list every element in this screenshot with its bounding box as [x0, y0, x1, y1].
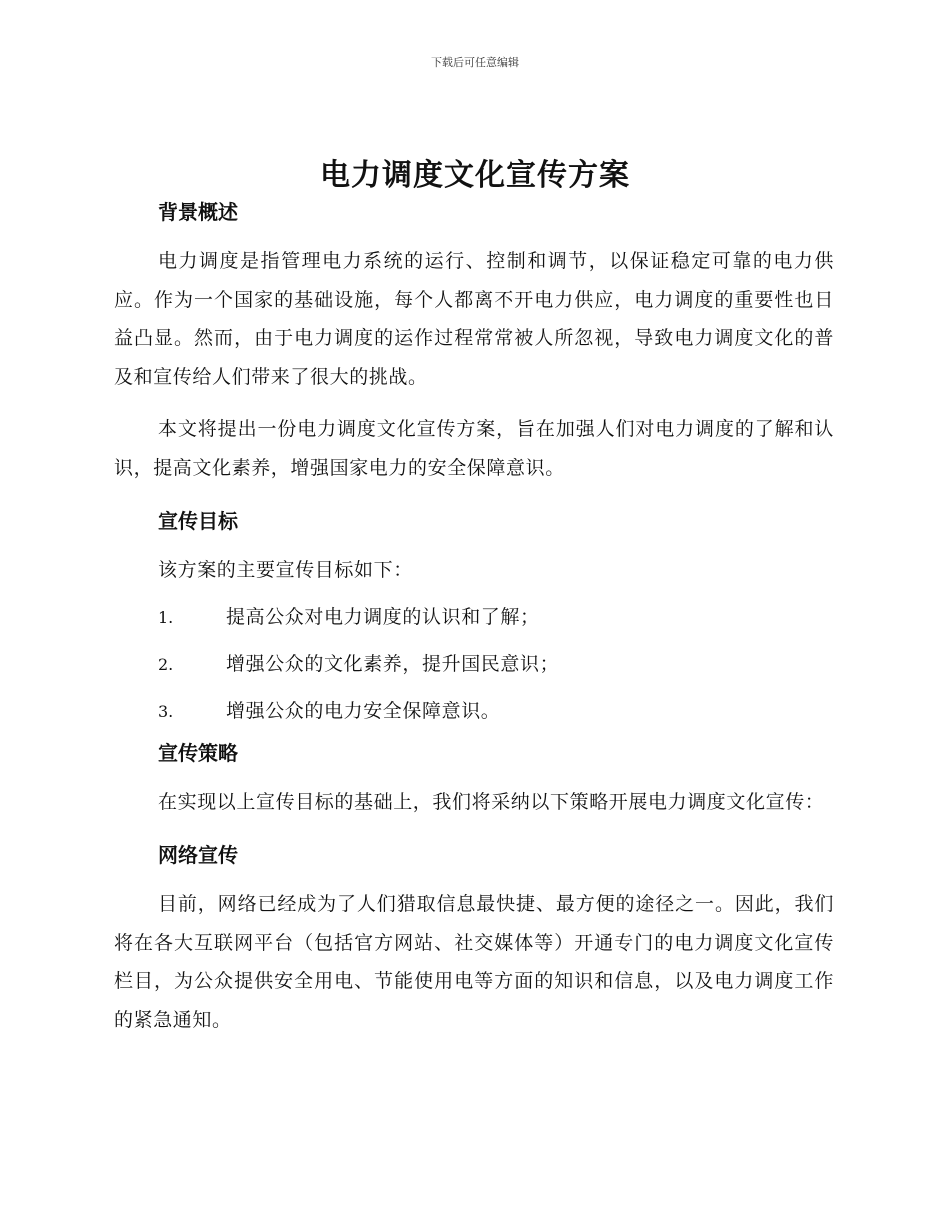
section-heading-online: 网络宣传	[158, 843, 238, 867]
list-text: 增强公众的电力安全保障意识。	[226, 699, 501, 722]
paragraph-online: 目前，网络已经成为了人们猎取信息最快捷、最方便的途径之一。因此，我们将在各大互联网平台（包括官方网站、社交媒体等）开通专门的电力调度文化宣传栏目，为公众提供安全用电、节能使用电等方面的知识和信息，以及电力调度工作的紧急通知。	[114, 893, 834, 1031]
page-title: 电力调度文化宣传方案	[320, 158, 630, 193]
paragraph-background-2: 本文将提出一份电力调度文化宣传方案，旨在加强人们对电力调度的了解和认识，提高文化素养，增强国家电力的安全保障意识。	[114, 418, 834, 479]
paragraph-strategy: 在实现以上宣传目标的基础上，我们将采纳以下策略开展电力调度文化宣传：	[158, 790, 825, 813]
list-number: 2.	[158, 654, 174, 674]
document-body	[114, 196, 834, 1039]
list-item	[114, 641, 834, 688]
list-number: 3.	[158, 701, 174, 721]
goals-list	[114, 594, 834, 735]
list-text: 增强公众的文化素养，提升国民意识；	[226, 652, 560, 675]
list-number: 1.	[158, 607, 174, 627]
section-heading-strategy: 宣传策略	[158, 740, 238, 765]
section-heading-goals: 宣传目标	[158, 509, 238, 533]
section-heading-background: 背景概述	[158, 200, 238, 224]
paragraph-background-1: 电力调度是指管理电力系统的运行、控制和调节，以保证稳定可靠的电力供应。作为一个国家的基础设施，每个人都离不开电力供应，电力调度的重要性也日益凸显。然而，由于电力调度的运作过程常常被人所忽视，导致电力调度文化的普及和宣传给人们带来了很大的挑战。	[114, 250, 834, 388]
paragraph-goals-intro: 该方案的主要宣传目标如下：	[158, 559, 413, 581]
header-note: 下载后可任意编辑	[431, 56, 519, 69]
list-text: 提高公众对电力调度的认识和了解；	[226, 605, 540, 628]
list-item	[114, 688, 834, 735]
list-item	[114, 594, 834, 641]
